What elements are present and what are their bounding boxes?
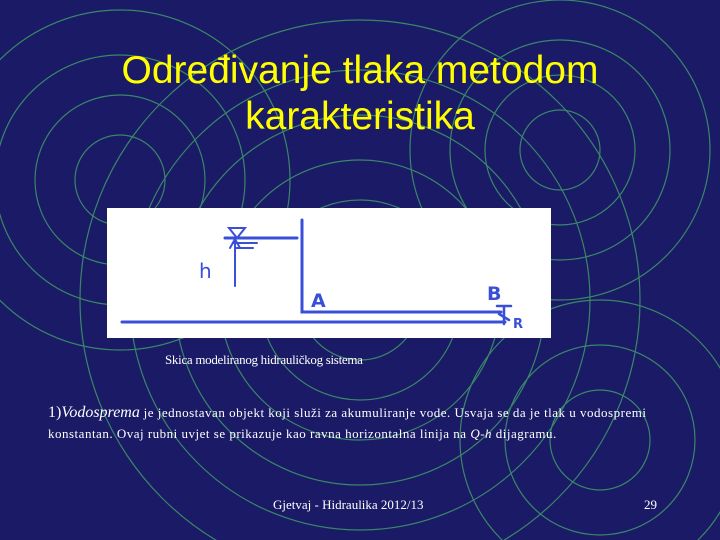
page-number: 29 (644, 497, 657, 512)
paragraph-text-b: dijagramu. (492, 426, 557, 441)
term-vodosprema: Vodosprema (61, 404, 140, 421)
item-number: 1) (48, 404, 62, 421)
sketch-label-h: h (199, 259, 212, 283)
page-title (40, 48, 680, 140)
sketch-label-r: R (513, 317, 524, 332)
description-paragraph (48, 402, 708, 444)
term-q-h: Q-h (470, 426, 493, 441)
hydraulic-sketch-image (107, 208, 551, 338)
paragraph-text-a: je jednostavan objekt koji služi za akumuliranje vode. Usvaja se da je tlak u vodospremi konstantan. Ovaj rubni uvjet se prikazuje kao ravna horizontalna linija na (48, 405, 647, 441)
hydraulic-sketch-drawing (107, 208, 551, 338)
sketch-caption: Skica modeliranog hidrauličkog sistema (165, 352, 363, 367)
title-line-1: Određivanje tlaka metodom (121, 49, 599, 92)
footer-text: Gjetvaj - Hidraulika 2012/13 (273, 497, 424, 512)
title-line-2: karakteristika (245, 95, 475, 138)
sketch-label-a: A (311, 290, 326, 312)
sketch-label-b: B (487, 283, 502, 305)
